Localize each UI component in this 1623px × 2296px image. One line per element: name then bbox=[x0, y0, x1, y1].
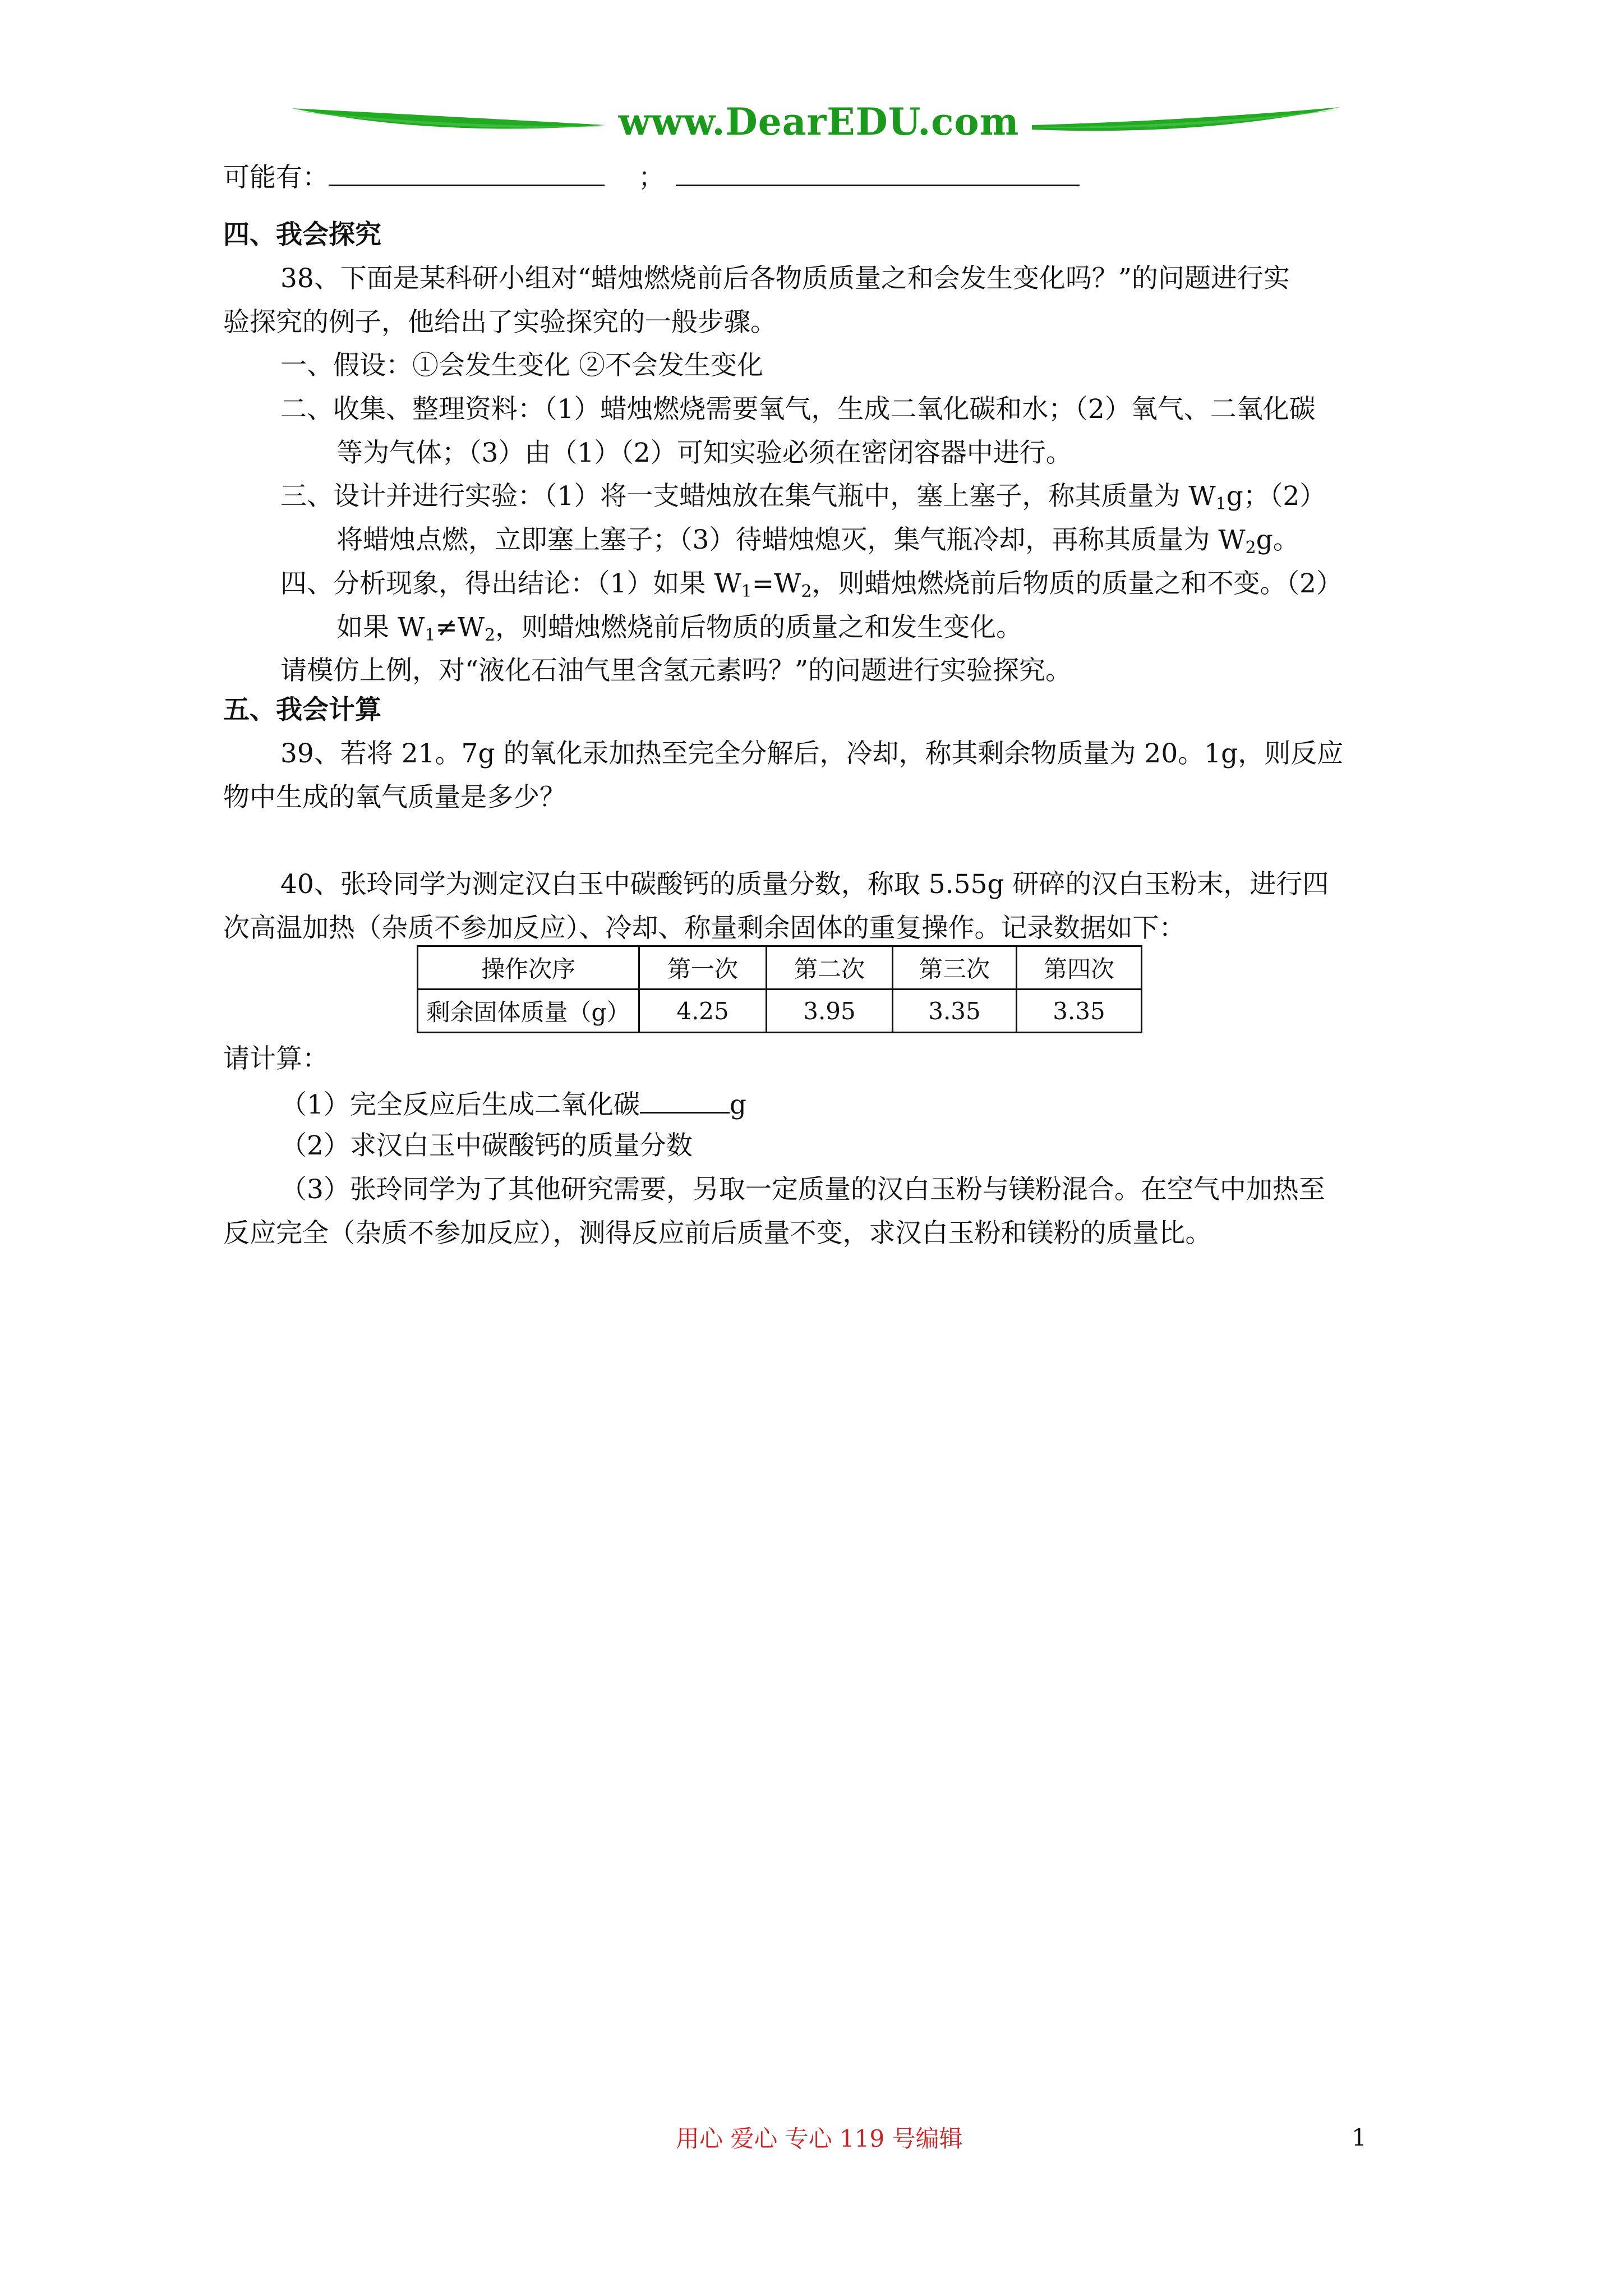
section-4-heading: 四、我会探究 bbox=[223, 219, 381, 250]
table-cell: 3.35 bbox=[893, 990, 1017, 1033]
table-cell: 3.95 bbox=[767, 990, 893, 1033]
possible-line bbox=[223, 159, 1080, 195]
q38-line-1: 38、下面是某科研小组对“蜡烛燃烧前后各物质质量之和会发生变化吗？”的问题进行实 bbox=[280, 263, 1290, 294]
step-2-line-2: 等为气体；（3）由（1）（2）可知实验必须在密闭容器中进行。 bbox=[336, 438, 1072, 468]
step-2-line-1: 二、收集、整理资料：（1）蜡烛燃烧需要氧气，生成二氧化碳和水；（2）氧气、二氧化碳 bbox=[280, 394, 1316, 425]
table-header-cell: 操作次序 bbox=[418, 946, 639, 990]
table-cell: 3.35 bbox=[1017, 990, 1142, 1033]
step-3-text-b: g；（2） bbox=[1226, 481, 1326, 512]
part-3-line-2: 反应完全（杂质不参加反应），测得反应前后质量不变，求汉白玉粉和镁粉的质量比。 bbox=[223, 1218, 1212, 1249]
table-header-cell: 第一次 bbox=[639, 946, 767, 990]
step-4-text-a: 四、分析现象，得出结论：（1）如果 W bbox=[280, 568, 741, 599]
step-1: 一、假设：①会发生变化 ②不会发生变化 bbox=[280, 350, 763, 381]
step-4-text-d: ，则蜡烛燃烧前后物质的质量之和发生变化。 bbox=[495, 612, 1023, 643]
step-4-notequal: ≠W bbox=[435, 612, 485, 643]
subscript-w1b: 1 bbox=[425, 625, 436, 645]
part-2: （2）求汉白玉中碳酸钙的质量分数 bbox=[280, 1130, 693, 1161]
part-1-unit: g bbox=[729, 1089, 746, 1120]
subscript-w1: 1 bbox=[741, 582, 752, 601]
part-3-line-1: （3）张玲同学为了其他研究需要，另取一定质量的汉白玉粉与镁粉混合。在空气中加热至 bbox=[280, 1174, 1325, 1205]
table-header-row bbox=[418, 946, 1142, 990]
step-3-text-a: 三、设计并进行实验：（1）将一支蜡烛放在集气瓶中，塞上塞子，称其质量为 W bbox=[280, 481, 1216, 512]
part-1 bbox=[280, 1086, 746, 1122]
table-row bbox=[418, 990, 1142, 1033]
subscript-w2b: 2 bbox=[485, 625, 496, 645]
step-3-text-d: g。 bbox=[1256, 524, 1299, 555]
subscript-w2: 2 bbox=[801, 582, 812, 601]
table-header-cell: 第二次 bbox=[767, 946, 893, 990]
subscript-2: 2 bbox=[1245, 538, 1256, 558]
subscript-1: 1 bbox=[1215, 494, 1227, 514]
q40-line-1: 40、张玲同学为测定汉白玉中碳酸钙的质量分数，称取 5.55g 研碎的汉白玉粉末，进行四 bbox=[280, 869, 1329, 900]
table-cell: 4.25 bbox=[639, 990, 767, 1033]
q40-line-2: 次高温加热（杂质不参加反应）、冷却、称量剩余固体的重复操作。记录数据如下： bbox=[223, 913, 1186, 944]
step-4-text-c: 如果 W bbox=[336, 612, 425, 643]
calc-label: 请计算： bbox=[223, 1043, 329, 1074]
q39-line-1: 39、若将 21。7g 的氧化汞加热至完全分解后，冷却，称其剩余物质量为 20。1g，则反应 bbox=[280, 738, 1344, 769]
step-4-line-2 bbox=[336, 611, 1022, 645]
step-4-equals: =W bbox=[751, 568, 801, 599]
q38-line-2: 验探究的例子，他给出了实验探究的一般步骤。 bbox=[223, 307, 777, 338]
separator: ； bbox=[638, 162, 665, 193]
step-4-text-b: ，则蜡烛燃烧前后物质的质量之和不变。（2） bbox=[811, 568, 1343, 599]
step-3-line-2 bbox=[336, 523, 1299, 557]
answer-blank-2[interactable] bbox=[676, 159, 1080, 186]
table-header-cell: 第四次 bbox=[1017, 946, 1142, 990]
page-number: 1 bbox=[1352, 2124, 1367, 2151]
q39-line-2: 物中生成的氧气质量是多少？ bbox=[223, 782, 566, 813]
step-4-line-1 bbox=[280, 567, 1343, 601]
data-table bbox=[417, 945, 1142, 1033]
section-5-heading: 五、我会计算 bbox=[223, 694, 381, 725]
table-header-cell: 第三次 bbox=[893, 946, 1017, 990]
possible-label: 可能有： bbox=[223, 162, 329, 193]
part-1-text: （1）完全反应后生成二氧化碳 bbox=[280, 1089, 640, 1120]
site-logo-text: www.DearEDU.com bbox=[618, 100, 1020, 144]
answer-blank-1[interactable] bbox=[329, 159, 605, 186]
imitate-instruction: 请模仿上例，对“液化石油气里含氢元素吗？”的问题进行实验探究。 bbox=[280, 655, 1072, 686]
step-3-text-c: 将蜡烛点燃，立即塞上塞子；（3）待蜡烛熄灭，集气瓶冷却，再称其质量为 W bbox=[336, 524, 1246, 555]
table-row-label: 剩余固体质量（g） bbox=[418, 990, 639, 1033]
footer-text: 用心 爱心 专心 119 号编辑 bbox=[676, 2125, 963, 2152]
step-3-line-1 bbox=[280, 480, 1326, 513]
answer-blank-co2[interactable] bbox=[640, 1086, 730, 1114]
